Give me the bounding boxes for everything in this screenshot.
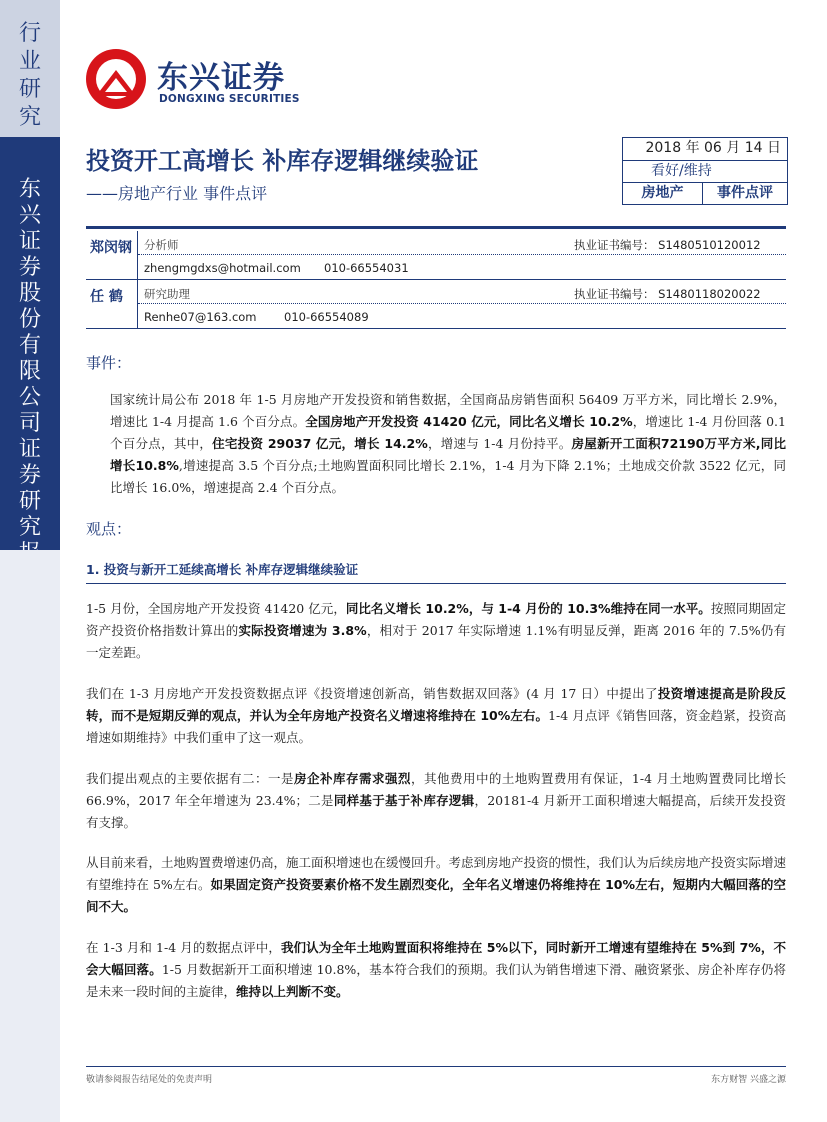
analyst-card (86, 231, 786, 279)
info-tags-row (623, 182, 787, 204)
logo-cn-text: 东兴证券 (157, 60, 285, 96)
view3-highlight-2: 同样基于基于补库存逻辑 (333, 793, 475, 808)
report-subtitle: ——房地产行业 事件点评 (86, 184, 268, 203)
company-logo (85, 48, 325, 110)
event-highlight-investment: 全国房地产开发投资 41420 亿元，同比名义增长 10.2% (305, 414, 633, 429)
analyst-section-bottom-rule (86, 328, 786, 329)
view1-text-1: 1-5 月份，全国房地产开发投资 41420 亿元， (86, 601, 346, 616)
footer-disclaimer: 敬请参阅报告结尾处的免责声明 (86, 1075, 213, 1085)
footer-slogan: 东方财智 兴盛之源 (711, 1075, 786, 1085)
event-text-1: 国家统计局公布 2018 年 1-5 月房地产开发投资和销售数据，全国商品房销售面积 56409 万平方米，同比增长 2.9%，增速比 1-4 月提高 1.6 个百分点。 (110, 392, 786, 429)
sidebar-bottom-band (0, 550, 60, 1122)
report-info-box (622, 137, 788, 205)
sector-tag: 房地产 (623, 183, 703, 205)
assistant-card (86, 280, 786, 328)
view4-highlight: 如果固定资产投资要素价格不发生剧烈变化，全年名义增速仍将维持在 10%左右，短期内大幅回落的空间不大。 (86, 877, 786, 914)
event-paragraph (110, 389, 786, 499)
rating-label: 看好/维持 (623, 160, 787, 182)
event-heading: 事件： (86, 354, 132, 372)
view2-text-1: 我们在 1-3 月房地产开发投资数据点评《投资增速创新高，销售数据双回落》(4 月 17 日）中提出了 (86, 686, 658, 701)
view2-text-2: 1-4 月点评《销售回落，资金趋紧，投资高增速如期维持》中我们重申了这一观点。 (86, 708, 786, 745)
view5-highlight-1: 我们认为全年土地购置面积将维持在 5%以下，同时新开工增速有望维持在 5%到 7%，不会大幅回落。 (86, 940, 786, 977)
analyst-row-title (138, 231, 786, 255)
view5-text-2: 1-5 月数据新开工面积增速 10.8%，基本符合我们的预期。我们认为销售增速下滑、融资紧张、房企补库存仍将是未来一段时间的主旋律， (86, 962, 786, 999)
assistant-phone: 010-66554089 (284, 310, 369, 324)
logo-en-text: DONGXING SECURITIES (159, 93, 300, 105)
event-text-2: ，增速比 1-4 月份回落 0.1 个百分点，其中， (110, 414, 786, 451)
view3-text-2: ，其他费用中的土地购置费用有保证，1-4 月土地购置费同比增长 66.9%，2017 年全年增速为 23.4%；二是 (86, 771, 786, 808)
view-paragraph-4 (86, 852, 786, 918)
event-text-3: ，增速与 1-4 月份持平。 (427, 436, 572, 451)
analyst-row-contact (138, 255, 786, 279)
views-heading: 观点： (86, 520, 132, 538)
sidebar-category-label: 行业研究 (18, 21, 41, 130)
view5-text-1: 在 1-3 月和 1-4 月的数据点评中， (86, 940, 281, 955)
analyst-cert: 执业证书编号： S1480510120012 (574, 238, 761, 252)
analyst-email[interactable]: zhengmgdxs@hotmail.com (144, 261, 301, 275)
view2-highlight: 投资增速提高是阶段反转，而不是短期反弹的观点，并认为全年房地产投资名义增速将维持在 10%左右。 (86, 686, 786, 723)
logo-emblem-icon (85, 48, 147, 110)
view-paragraph-1 (86, 598, 786, 664)
view1-highlight-2: 实际投资增速为 3.8% (238, 623, 367, 638)
view1-highlight-1: 同比名义增长 10.2%，与 1-4 月份的 10.3%维持在同一水平。 (345, 601, 711, 616)
analyst-name: 郑闵钢 (86, 231, 138, 279)
sidebar-top-band (0, 0, 60, 137)
view1-text-2: 按照同期固定资产投资价格指数计算出的 (86, 601, 786, 638)
assistant-cert: 执业证书编号： S1480118020022 (574, 287, 761, 301)
event-highlight-residential: 住宅投资 29037 亿元，增长 14.2% (212, 436, 428, 451)
event-highlight-new-starts: 房屋新开工面积72190万平方米,同比增长10.8% (110, 436, 786, 473)
report-title: 投资开工高增长 补库存逻辑继续验证 (86, 147, 479, 175)
point-1-divider (86, 583, 786, 584)
event-text-4: ,增速提高 3.5 个百分点;土地购置面积同比增长 2.1%，1-4 月为下降 2.1%；土地成交价款 3522 亿元，同比增长 16.0%，增速提高 2.4 个百分点。 (110, 458, 786, 495)
sidebar-company-label: 东兴证券股份有限公司证券研究 (18, 177, 41, 540)
footer-divider (86, 1066, 786, 1067)
sidebar (0, 0, 60, 1122)
assistant-name: 任 鹤 (86, 280, 138, 328)
view3-highlight-1: 房企补库存需求强烈 (293, 771, 411, 786)
sidebar-company-band (0, 137, 60, 550)
assistant-row-contact (138, 304, 786, 328)
view4-text-1: 从目前来看，土地购置费增速仍高，施工面积增速也在缓慢回升。考虑到房地产投资的惯性，我们认为后续房地产投资实际增速有望维持在 5%左右。 (86, 855, 787, 892)
assistant-email[interactable]: Renhe07@163.com (144, 310, 257, 324)
view3-text-3: ，20181-4 月新开工面积增速大幅提高，后续开发投资有支撑。 (86, 793, 786, 830)
report-date: 2018 年 06 月 14 日 (645, 140, 781, 156)
analyst-title: 分析师 (144, 238, 179, 252)
view-paragraph-2 (86, 683, 786, 749)
view-paragraph-5 (86, 937, 786, 1003)
assistant-row-title (138, 280, 786, 304)
report-type-tag: 事件点评 (717, 185, 773, 201)
header-divider (86, 226, 786, 229)
point-1-title: 1. 投资与新开工延续高增长 补库存逻辑继续验证 (86, 562, 359, 577)
view-paragraph-3 (86, 768, 786, 834)
view5-highlight-2: 维持以上判断不变。 (236, 984, 349, 999)
analyst-phone: 010-66554031 (324, 261, 409, 275)
view1-text-3: ，相对于 2017 年实际增速 1.1%有明显反弹，距离 2016 年的 7.5%仍有一定差距。 (86, 623, 786, 660)
assistant-title: 研究助理 (144, 287, 190, 301)
view3-text-1: 我们提出观点的主要依据有二：一是 (86, 771, 294, 786)
